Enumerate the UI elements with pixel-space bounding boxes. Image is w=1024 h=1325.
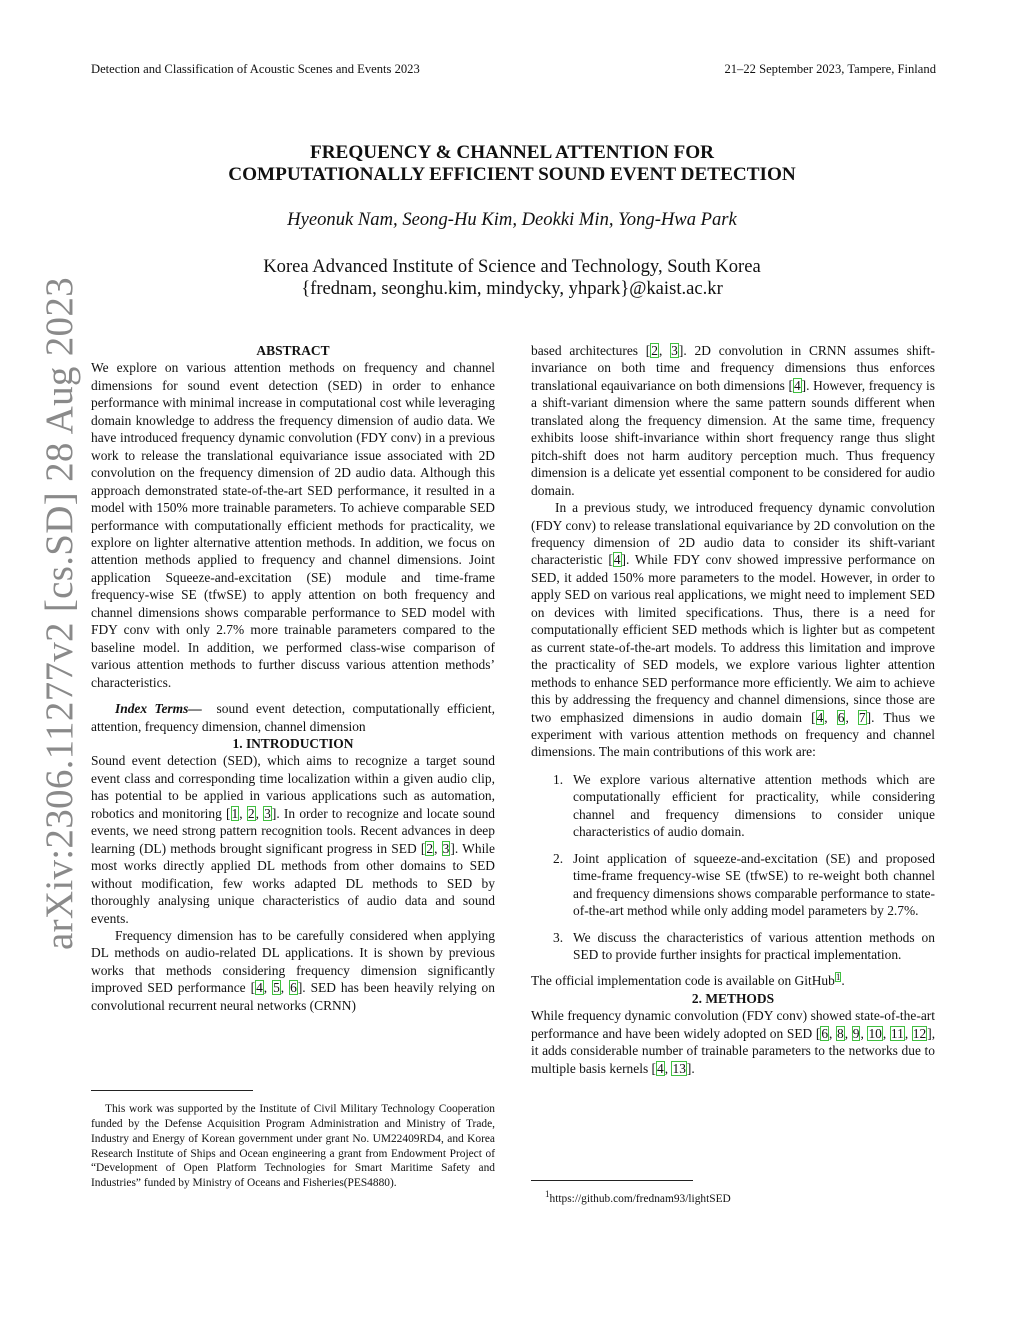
paper-title [0,142,1024,186]
citation-link[interactable]: 4 [613,552,621,568]
citation-link[interactable]: 11 [890,1025,904,1041]
citation-link[interactable]: 1 [231,805,239,821]
citation-link[interactable]: 8 [837,1025,844,1041]
affiliation [0,256,1024,300]
intro-p1-text-c: ]. While most works directly applied DL methods from other domains to SED without modification, few works adapted DL methods to SED by thoroughly analysing unique characteristics of audio data and sound events. [91,840,495,926]
code-text: The official implementation code is available on GitHub [531,973,835,989]
citation-link[interactable]: 6 [290,980,297,996]
footnote-marker: 1 [545,1189,550,1200]
github-footnote [531,1189,935,1207]
right-p1-text-a: based architectures [ [531,343,651,358]
list-item-number: 3. [553,929,564,945]
github-url-link[interactable]: https://github.com/frednam93/lightSED [549,1193,731,1206]
citation-link[interactable]: 5 [273,980,280,996]
citation-link[interactable]: 9 [852,1025,860,1041]
footnote-rule [531,1180,693,1181]
citation-link[interactable]: 13 [672,1060,686,1076]
right-p2-text-b: ]. While FDY conv showed impressive performance on SED, it added 150% more parameters to the model. However, in order to apply SED on various real applications, we might need to implement SED on devices with limited specifications. Thus, there is a need for computationally efficient SED methods which is lighter but as competent as current state-of-the-art models. To address this limitation and improve the practicality of SED models, we explore various lighter attention methods to enhance SED performance more efficiently. We aim to achieve this by addressing the frequency and channel dimensions, since those are two emphasized dimensions in audio domain [ [531,552,936,725]
right-paragraph-2: In a previous study, we introduced frequency dynamic convolution (FDY conv) to release translational equivariance by 2D convolution on the frequency dimension of 2D audio data to consider its shift-variant characteristic [4]. While FDY conv showed impressive performance on SED, it added 150% more parameters to the model. However, in order to apply SED on various real applications, we might need to implement SED on devices with limited specifications. Thus, there is a need for computationally efficient SED methods which is lighter but as competent as current state-of-the-art models. To address this limitation and improve the practicality of SED models, we explore various lighter attention methods to enhance SED performance more efficiently. We aim to achieve this by addressing the frequency and channel dimensions, since those are two emphasized dimensions in audio domain [4, 6, 7]. Thus we experiment with various attention methods on frequency and channel dimensions. The main contributions of this work are: [531,500,936,760]
arxiv-stamp: arXiv:2306.11277v2 [cs.SD] 28 Aug 2023 [38,277,81,950]
intro-p2-text-b: ]. SED has been heavily relying on convolutional recurrent neural networks (CRNN) [91,980,495,1013]
list-item [531,771,935,841]
methods-p1-text-a: While frequency dynamic convolution (FDY conv) showed state-of-the-art performance and have been widely adopted on SED [ [531,1008,935,1041]
author-emails: {frednam, seonghu.kim, mindycky, yhpark}@kaist.ac.kr [301,278,723,299]
methods-heading: 2. METHODS [691,990,775,1006]
methods-p1-text-c: ]. [686,1060,695,1076]
running-header-conference: Detection and Classification of Acoustic Scenes and Events 2023 [91,62,420,76]
citation-link[interactable]: 10 [868,1025,882,1041]
funding-text: This work was supported by the Institute of Civil Military Technology Cooperation funded by the Defense Acquisition Program Administration and Ministry of Trade, Industry and Energy of Korean government under grant No. UM22409RD4, and Korea Research Institute of Ships and Ocean engineering a grant from Endowment Project of “Development of Open Platform Technologies for Smart Maritime Safety and Industries” funded by Ministry of Oceans and Fisheries(PES4880). [91,1103,495,1189]
citation-link[interactable]: 4 [256,980,263,996]
intro-heading: 1. INTRODUCTION [232,735,354,751]
citation-link[interactable]: 12 [912,1025,927,1041]
citation-link[interactable]: 3 [442,840,450,856]
citation-link[interactable]: 6 [821,1025,829,1041]
code-availability [531,972,935,989]
index-terms-label: Index Terms— [115,701,202,717]
citation-link[interactable]: 6 [837,709,845,725]
list-item [531,929,935,964]
code-text-end: . [841,973,845,989]
list-item-text: Joint application of squeeze-and-excitation (SE) and proposed time-frame frequency-wise SE (tfwSE) to re-weight both channel and frequency dimensions shows comparable performance to state-of-the-art method while only adding model parameters by 2.7%. [573,850,935,919]
footnote-rule [91,1090,253,1091]
left-column [91,342,495,1014]
right-paragraph-1: based architectures [2, 3]. 2D convolution in CRNN assumes shift-invariance on both time and frequency dimensions thus enforces translational eqauivariance on both dimensions [4]. However, frequency is a shift-variant dimension where the same pattern sounds different when translated along the frequency dimension. At the same time, frequency exhibits loose shift-invariance within short frequency range thus slight pitch-shift does not harm auditory perception much. Thus frequency dimension is a delicate yet essential component to be considered for audio domain. [531,343,936,498]
intro-p1-text-b: ]. In order to recognize and locate sound events, we need strong pattern recognition tools. Recent advances in deep learning (DL) methods brought significant progress in SED [ [91,805,496,856]
intro-paragraph-2: Frequency dimension has to be carefully considered when applying DL methods on audio-related DL applications. It is shown by previous works that methods considering frequency dimension significantly improved SED performance [4, 5, 6]. SED has been heavily relying on convolutional recurrent neural networks (CRNN) [91,927,495,1013]
list-item-number: 2. [553,850,564,866]
list-item [531,850,935,920]
citation-link[interactable]: 2 [247,805,255,821]
title-line-1: FREQUENCY & CHANNEL ATTENTION FOR [309,142,715,163]
right-column [531,342,935,1077]
right-p2-text-c: ]. Thus we experiment with various attention methods on frequency and channel dimensions. The main contributions of this work are: [531,709,935,760]
list-item-text: We explore various alternative attention methods which are computationally efficient for practicality, while considering channel and frequency dimensions to consider unique characteristics of audio domain. [573,771,935,840]
title-line-2: COMPUTATIONALLY EFFICIENT SOUND EVENT DETECTION [228,164,796,185]
right-p2-text-a: In a previous study, we introduced frequency dynamic convolution (FDY conv) to release translational equivariance by 2D convolution on the frequency dimension of 2D audio data to consider its shift-variant characteristic [ [531,500,935,568]
list-item-text: We discuss the characteristics of various attention methods on SED to provide further insights for practical implementation. [573,929,935,962]
citation-link[interactable]: 3 [671,343,678,358]
index-terms-text: sound event detection, computationally efficient, attention, frequency dimension, channel dimension [91,701,496,734]
abstract-text: We explore on various attention methods on frequency and channel dimensions for sound event detection (SED) in order to enhance performance with minimal increase in computational cost while leveraging domain knowledge to address the frequency dimension of audio data. We have introduced frequency dynamic convolution (FDY conv) in a previous work to release the translational equivariance issue associated with 2D convolution on the frequency dimension of 2D audio data. Although this approach demonstrated state-of-the-art SED performance, it resulted in a model with 150% more trainable parameters. To achieve comparable SED performance with computationally efficient methods for practicality, we explore on lighter alternative attention methods. In addition, we focus on attention methods applied to frequency and channel dimensions. Joint application Squeeze-and-excitation (SE) module and time-frame frequency-wise SE (tfwSE) to apply attention on both frequency and channel dimensions shows comparable performance to SED model with FDY conv with only 2.7% more trainable parameters compared to the baseline model. In addition, we performed class-wise comparison of various attention methods to further discuss various attention methods’ characteristics. [91,360,495,690]
contributions-list [531,771,935,964]
footnote-github [531,1174,935,1218]
author-list: Hyeonuk Nam, Seong-Hu Kim, Deokki Min, Yong-Hwa Park [287,209,737,230]
citation-link[interactable]: 7 [858,709,866,725]
methods-paragraph-1: While frequency dynamic convolution (FDY conv) showed state-of-the-art performance and have been widely adopted on SED [6, 8, 9, 10, 11, 12], it adds considerable number of trainable parameters to the networks due to multiple basis kernels [4, 13]. [531,1008,936,1076]
citation-link[interactable]: 3 [264,805,271,821]
list-item-number: 1. [553,771,564,787]
right-p1-text-b: ]. 2D convolution in CRNN assumes shift-invariance on both time and frequency dimensions thus enforces translational eqauivariance on both dimensions [ [531,343,936,393]
institute: Korea Advanced Institute of Science and Technology, South Korea [263,256,761,277]
citation-link[interactable]: 2 [651,343,659,358]
abstract-heading: ABSTRACT [256,343,330,358]
running-header-date: 21–22 September 2023, Tampere, Finland [724,62,936,76]
index-terms [91,700,495,735]
footnote-funding [91,1084,495,1202]
citation-link[interactable]: 4 [816,709,824,725]
intro-p1-text-a: Sound event detection (SED), which aims to recognize a target sound event class and corresponding time localization within a given audio clip, has potential to be applied in various applications such as automation, robotics and monitoring [ [91,753,495,821]
intro-p2-text-a: Frequency dimension has to be carefully considered when applying DL methods on audio-related DL applications. It is shown by previous works that methods considering frequency dimension significantly improved SED performance [ [91,927,495,996]
methods-p1-text-b: ], it adds considerable number of trainable parameters to the networks due to multiple basis kernels [ [531,1025,936,1076]
citation-link[interactable]: 2 [426,840,434,856]
intro-paragraph-1: Sound event detection (SED), which aims to recognize a target sound event class and corresponding time localization within a given audio clip, has potential to be applied in various applications such as automation, robotics and monitoring [1, 2, 3]. In order to recognize and locate sound events, we need strong pattern recognition tools. Recent advances in deep learning (DL) methods brought significant progress in SED [2, 3]. While most works directly applied DL methods from other domains to SED without modification, few works adapted DL methods to SED by thoroughly analysing unique characteristics of audio data and sound events. [91,753,496,926]
citation-link[interactable]: 4 [793,377,801,393]
citation-link[interactable]: 4 [657,1060,664,1076]
right-p1-text-c: ]. However, frequency is a shift-variant dimension where the same pattern sounds different when translated along the frequency dimension. At the same time, frequency exhibits loose shift-invariance within short frequency range thus slight pitch-shift does not harm auditory perception much. Thus frequency dimension is a delicate yet essential component to be considered for audio domain. [531,377,935,498]
footnote-link[interactable]: 1 [835,971,841,982]
